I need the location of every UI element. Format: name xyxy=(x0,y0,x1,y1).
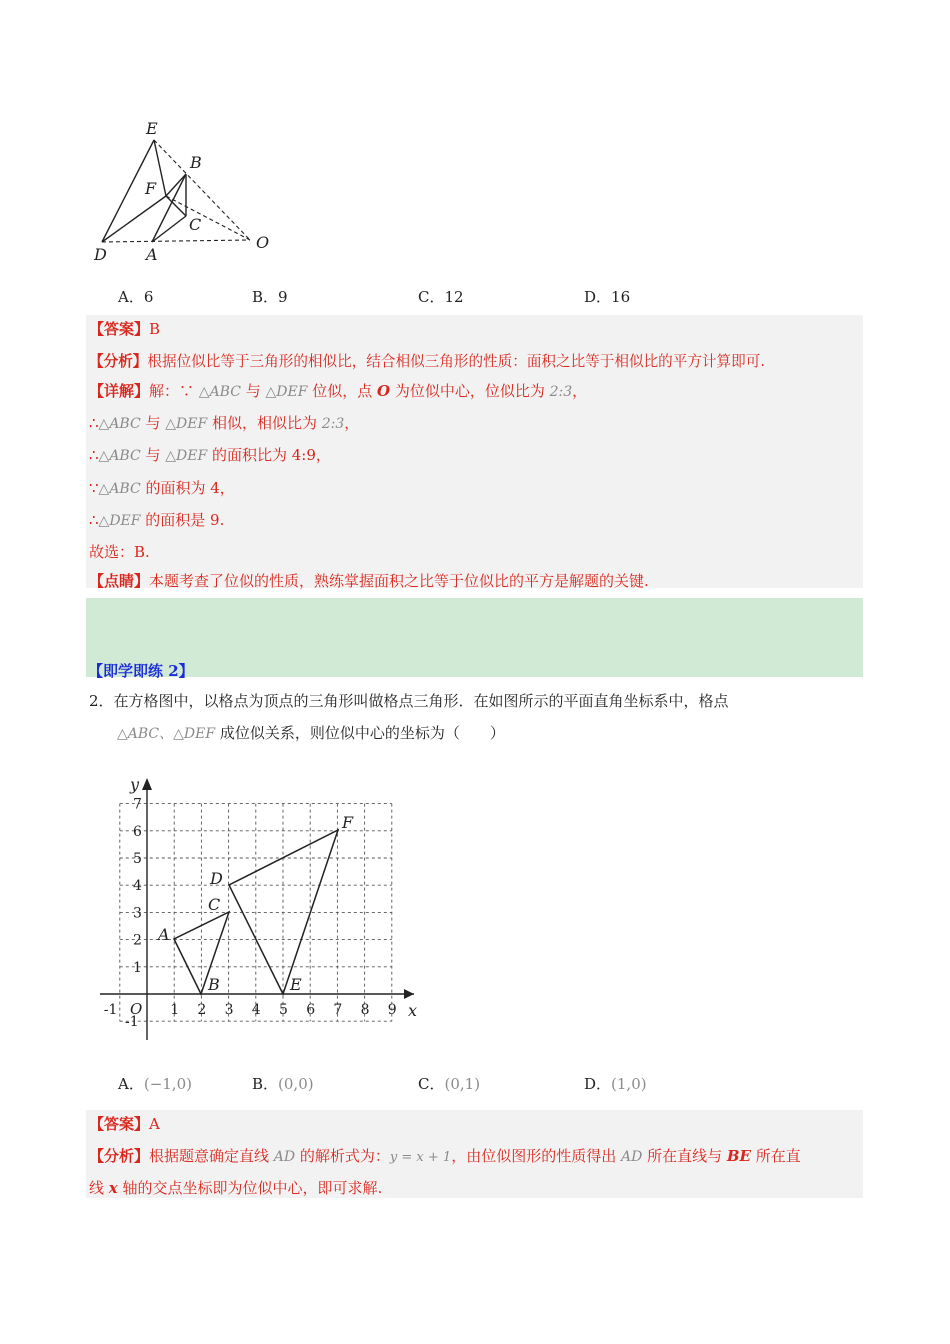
point-C: C xyxy=(208,895,221,914)
label-A: A xyxy=(146,245,158,264)
detail-line-4: ∵△ABC 的面积为 4， xyxy=(89,479,235,497)
point-A: A xyxy=(158,925,170,944)
detail-line-3: ∴△ABC 与 △DEF 的面积比为 4:9， xyxy=(89,446,331,464)
q1-option-b[interactable]: B．9 xyxy=(252,288,288,306)
x-tick-label: 7 xyxy=(333,1002,343,1018)
analysis-line-1: 【分析】根据位似比等于三角形的相似比，结合相似三角形的性质：面积之比等于相似比的平方计算即可. xyxy=(89,353,765,370)
y-tick-label: -1 xyxy=(125,1014,139,1031)
point-F: F xyxy=(342,813,354,832)
answer-line-1: 【答案】B xyxy=(89,320,161,338)
x-tick-label: 5 xyxy=(279,1002,288,1018)
y-tick-label: 1 xyxy=(133,959,142,976)
detail-line-5: ∴△DEF 的面积是 9. xyxy=(89,511,225,529)
q2-option-b[interactable]: B．(0,0) xyxy=(252,1075,314,1093)
x-tick-label: -1 xyxy=(103,1002,118,1018)
coordinate-grid-figure xyxy=(96,770,426,1045)
x-tick-label: 3 xyxy=(224,1002,234,1018)
label-O: O xyxy=(256,233,270,252)
q2-option-c[interactable]: C．(0,1) xyxy=(418,1075,481,1093)
practice-title: 【即学即练 2】 xyxy=(88,662,194,680)
label-B: B xyxy=(190,153,202,172)
label-E: E xyxy=(146,119,158,138)
x-tick-label: 2 xyxy=(197,1002,207,1018)
y-tick-label: 7 xyxy=(133,796,142,813)
point-B: B xyxy=(208,975,220,994)
practice-banner xyxy=(86,598,863,677)
detail-line-2: ∴△ABC 与 △DEF 相似，相似比为 2:3， xyxy=(89,414,360,432)
comment-line-1: 【点睛】本题考查了位似的性质，熟练掌握面积之比等于位似比的平方是解题的关键. xyxy=(89,572,649,590)
point-D: D xyxy=(210,869,223,888)
q1-option-a[interactable]: A．6 xyxy=(118,288,154,306)
q2-option-d[interactable]: D．(1,0) xyxy=(584,1075,647,1093)
label-C: C xyxy=(189,215,202,234)
label-F: F xyxy=(145,179,157,198)
y-tick-label: 3 xyxy=(133,905,142,922)
y-tick-label: 6 xyxy=(133,823,142,840)
q1-option-d[interactable]: D．16 xyxy=(584,288,631,306)
q2-option-a[interactable]: A．(−1,0) xyxy=(118,1075,192,1093)
q1-option-c[interactable]: C．12 xyxy=(418,288,464,306)
x-tick-label: 8 xyxy=(360,1002,370,1018)
x-tick-label: 4 xyxy=(251,1002,261,1018)
y-tick-label: 4 xyxy=(133,878,142,895)
label-D: D xyxy=(94,245,107,264)
point-E: E xyxy=(290,975,302,994)
analysis-line-2b: 线 x 轴的交点坐标即为位似中心，即可求解. xyxy=(89,1179,383,1197)
origin-label: O xyxy=(130,1000,143,1018)
figure-homothety xyxy=(88,118,288,266)
x-tick-label: 1 xyxy=(170,1002,180,1018)
axis-x-label: x xyxy=(408,1001,418,1020)
detail-line-1: 【详解】解：∵ △ABC 与 △DEF 位似，点 O 为位似中心，位似比为 2:3， xyxy=(89,382,588,400)
y-tick-label: 5 xyxy=(133,851,142,867)
analysis-line-2: 【分析】根据题意确定直线 AD 的解析式为：y = x + 1，由位似图形的性质得出 AD 所在直线与 BE 所在直 xyxy=(89,1147,801,1165)
q2-line-1: 2．在方格图中，以格点为顶点的三角形叫做格点三角形．在如图所示的平面直角坐标系中，格点 xyxy=(89,692,729,710)
x-tick-label: 6 xyxy=(306,1002,316,1018)
choice-line-1: 故选：B. xyxy=(89,543,150,561)
y-tick-label: 2 xyxy=(133,932,142,949)
axis-y-label: y xyxy=(130,775,140,794)
x-tick-label: 9 xyxy=(387,1002,397,1018)
q2-line-2: △ABC、△DEF 成位似关系，则位似中心的坐标为（ ） xyxy=(117,724,505,742)
answer-line-2: 【答案】A xyxy=(89,1115,160,1133)
